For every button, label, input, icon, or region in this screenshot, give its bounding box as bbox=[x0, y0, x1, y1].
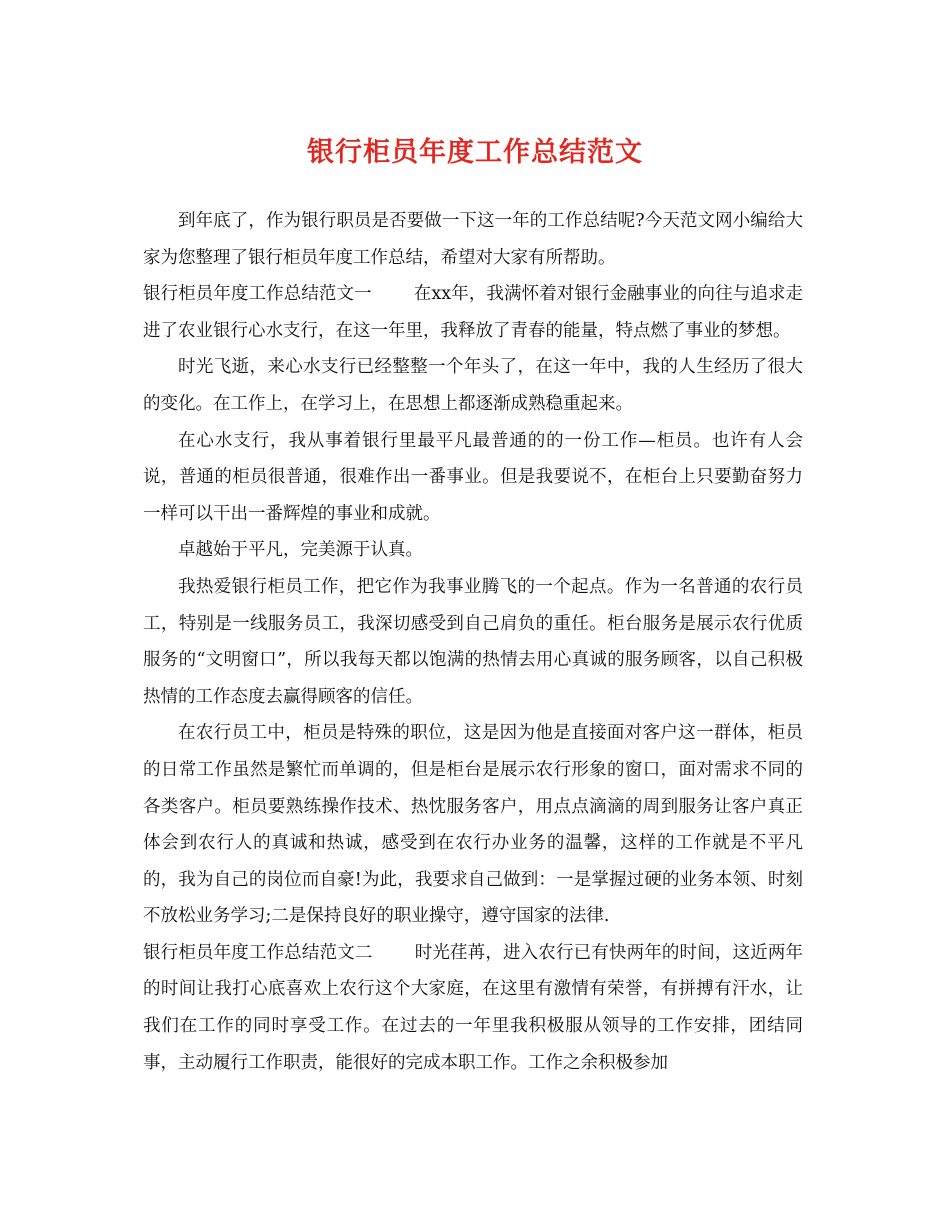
paragraph bbox=[143, 532, 803, 569]
document-title: 银行柜员年度工作总结范文 bbox=[307, 137, 643, 168]
paragraph-text: 到年底了，作为银行职员是否要做一下这一年的工作总结呢?今天范文网小编给大家为您整理了银行柜员年度工作总结，希望对大家有所帮助。 bbox=[143, 211, 803, 268]
paragraph-text: 在xx年，我满怀着对银行金融事业的向往与追求走进了农业银行心水支行，在这一年里，我释放了青春的能量，特点燃了事业的梦想。 bbox=[143, 284, 803, 341]
paragraph bbox=[143, 423, 803, 533]
paragraph-text: 我热爱银行柜员工作，把它作为我事业腾飞的一个起点。作为一名普通的农行员工，特别是一线服务员工，我深切感受到自己肩负的重任。柜台服务是展示农行优质服务的“文明窗口”，所以我每天都以饱满的热情去用心真诚的服务顾客，以自己积极热情的工作态度去赢得顾客的信任。 bbox=[143, 576, 803, 707]
section-heading: 银行柜员年度工作总结范文一 bbox=[143, 284, 372, 305]
paragraph-text: 在心水支行，我从事着银行里最平凡最普通的的一份工作—柜员。也许有人会说，普通的柜员很普通，很难作出一番事业。但是我要说不，在柜台上只要勤奋努力一样可以干出一番辉煌的事业和成就。 bbox=[143, 430, 803, 524]
paragraph-text: 时光飞逝，来心水支行已经整整一个年头了，在这一年中，我的人生经历了很大的变化。在工作上，在学习上，在思想上都逐渐成熟稳重起来。 bbox=[143, 357, 803, 414]
paragraph bbox=[143, 569, 803, 715]
section-heading: 银行柜员年度工作总结范文二 bbox=[143, 942, 373, 963]
paragraph-intro bbox=[143, 203, 803, 276]
paragraph bbox=[143, 715, 803, 935]
paragraph-text: 在农行员工中，柜员是特殊的职位，这是因为他是直接面对客户这一群体，柜员的日常工作虽然是繁忙而单调的，但是柜台是展示农行形象的窗口，面对需求不同的各类客户。柜员要熟练操作技术、热忱服务客户，用点点滴滴的周到服务让客户真正体会到农行人的真诚和热诚，感受到在农行办业务的温馨，这样的工作就是不平凡的，我为自己的岗位而自豪!为此，我要求自己做到：一是掌握过硬的业务本领、时刻不放松业务学习;二是保持良好的职业操守，遵守国家的法律. bbox=[143, 723, 803, 927]
document-body bbox=[143, 203, 803, 1081]
paragraph-section-one bbox=[143, 276, 803, 349]
paragraph-text: 卓越始于平凡，完美源于认真。 bbox=[178, 540, 423, 561]
paragraph-section-two bbox=[143, 935, 803, 1081]
paragraph bbox=[143, 349, 803, 422]
paragraph-text: 时光荏苒，进入农行已有快两年的时间，这近两年的时间让我打心底喜欢上农行这个大家庭，在这里有激情有荣誉，有拼搏有汗水，让我们在工作的同时享受工作。在过去的一年里我积极服从领导的工作安排，团结同事，主动履行工作职责，能很好的完成本职工作。工作之余积极参加 bbox=[143, 942, 804, 1073]
